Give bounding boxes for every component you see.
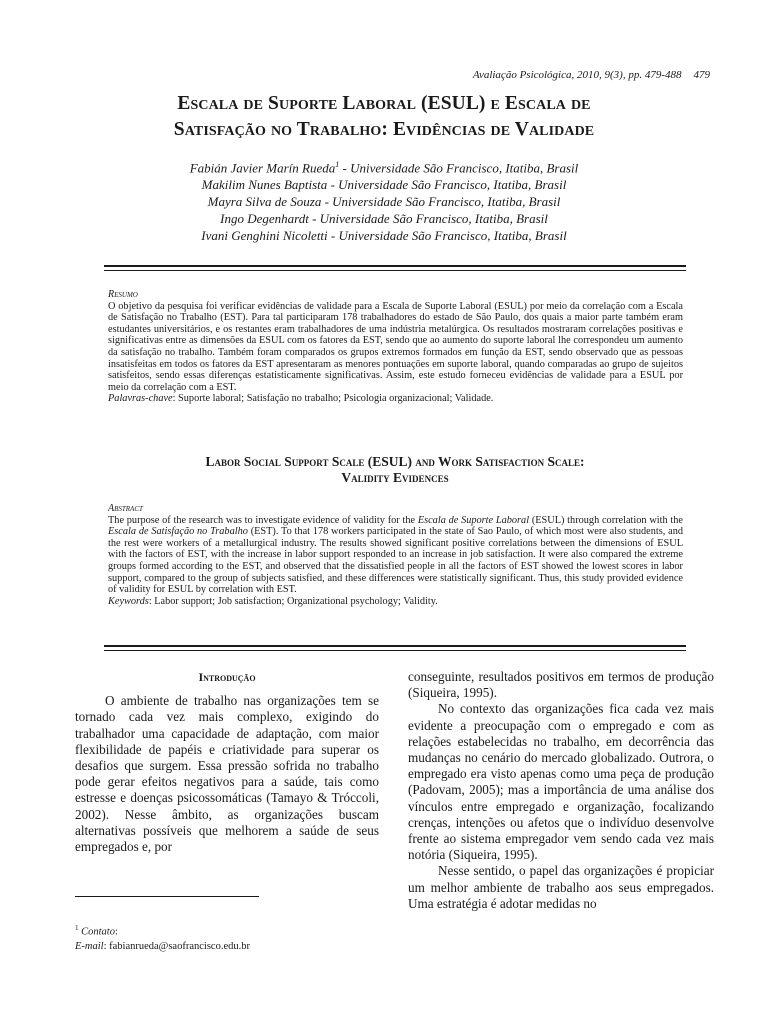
abstract-bottom-thin-rule [104,650,686,651]
contact-suffix: : [114,926,118,938]
footnote-email-line [75,940,250,954]
author-footnote-marker[interactable]: 1 [335,160,340,169]
email-label: E-mail [75,940,104,952]
footnote [75,921,250,954]
author-list [0,157,768,244]
author-affiliation: - Universidade São Francisco, Itatiba, Brasil [327,177,567,193]
footnote-contact-line [75,921,250,940]
abstract-text-part-a: The purpose of the research was to investigate evidence of validity for the [108,514,418,526]
author-affiliation: - Universidade São Francisco, Itatiba, Brasil [339,160,579,176]
section-heading-introducao: Introdução [198,670,256,684]
body-paragraph: No contexto das organizações fica cada vez mais evidente a preocupação com o empregado e com as relações estabelecidas no trabalho, em decorrência das mudanças no cenário do mercado globalizado. Outrora, o empregado era visto apenas como uma peça de produção (Padovam, 2005); mas a importância de uma análise dos vínculos entre empregado e organização, focalizando crenças, intenções ou afetos que o indivíduo desenvolve frente ao sistema empregador vem sendo cada vez mais notória (Siqueira, 1995). [408,701,714,863]
body-paragraph: Nesse sentido, o papel das organizações é propiciar um melhor ambiente de trabalho aos seus empregados. Uma estratégia é adotar medidas no [408,863,714,911]
contact-label: Contato [81,926,115,938]
running-head [473,69,710,81]
abstract-top-rule [104,265,686,267]
english-title-line-1: Labor Social Support Scale (ESUL) and Work Satisfaction Scale: [205,454,585,469]
author-affiliation: - Universidade São Francisco, Itatiba, Brasil [327,227,567,243]
author-name: Makilim Nunes Baptista [201,177,328,193]
keywords-label: Keywords [108,595,149,607]
esul-scale-name: Escala de Suporte Laboral [417,514,530,526]
resumo-text: O objetivo da pesquisa foi verificar evidências de validade para a Escala de Suporte Laboral (ESUL) por meio da correlação com a Escala de Satisfação no Trabalho (EST). Para tal participaram 178 trabalhadores do estado de São Paulo, dos quais a maior parte também eram estudantes universitários, e os restantes eram trabalhadores de uma indústria metalúrgica. Os resultados mostraram correlações positivas e significativas entre as dimensões da ESUL com os fatores da EST, sendo que ao aumento do suporte laboral lhe correspondeu um aumento da satisfação no trabalho. Também foram comparados os grupos extremos formados em função da EST, sendo observado que as pessoas insatisfeitas em todos os fatores da EST apresentaram as menores pontuações em suporte laboral, quando comparadas ao grupo de sujeitos satisfeitos, sendo essas diferenças estatisticamente significativas. Assim, este estudo forneceu evidências de validade para a ESUL por meio da correlação com a EST. [108,300,683,393]
resumo-block [108,289,683,405]
body-left-column [75,669,379,855]
body-paragraph: O ambiente de trabalho nas organizações tem se tornado cada vez mais complexo, exigindo do trabalhador uma capacidade de adaptação, com maior flexibilidade de papéis e criatividade para superar os desafios que surgem. Essa pressão sofrida no trabalho pode gerar efeitos negativos para a saúde, tais como estresse e doenças psicossomáticas (Tamayo & Tróccoli, 2002). Nesse âmbito, as organizações buscam alternativas possíveis que melhorem a saúde de seus empregados e, por [75,693,379,855]
abstract-text-part-c: (EST). To that 178 workers participated in the state of Sao Paulo, of which most were also students, and the rest were workers of a metallurgical industry. The results showed significant positive correlations between the dimensions of ESUL with the factors of EST, with the increase in labor support responded to an increase in job satisfaction. It were also compared the extreme groups formed according to the EST, and observed that the dissatisfied people in all the factors of EST showed the lowest scores in labor support, compared to the group of subjects satisfied, and these differences were statistically significant. Thus, this study provided evidence of validity for ESUL by correlation with EST. [108,526,683,596]
palavras-chave-text: : Suporte laboral; Satisfação no trabalho; Psicologia organizacional; Validade. [172,393,494,405]
english-title [0,454,768,486]
abstract-block [108,503,683,607]
author-name: Ivani Genghini Nicoletti [201,227,328,243]
email-address[interactable]: : fabianrueda@saofrancisco.edu.br [103,940,250,952]
author-affiliation: - Universidade São Francisco, Itatiba, Brasil [321,193,561,209]
author-name: Ingo Degenhardt [220,210,309,226]
page-number: 479 [693,69,710,81]
journal-citation: Avaliação Psicológica, 2010, 9(3), pp. 479-488 [472,69,682,81]
resumo-label: Resumo [108,289,138,300]
english-title-line-2: Validity Evidences [341,470,449,485]
abstract-label: Abstract [108,503,143,514]
author-name: Mayra Silva de Souza [207,193,322,209]
body-right-column [408,669,714,912]
abstract-bottom-rule [104,645,686,647]
abstract-text-part-b: (ESUL) through correlation with the [529,514,683,526]
title-line-1: Escala de Suporte Laboral (ESUL) e Escala de [177,93,591,114]
author-line [0,228,768,245]
author-line [0,177,768,194]
keywords-text: : Labor support; Job satisfaction; Organizational psychology; Validity. [148,595,438,607]
author-line [0,157,768,177]
author-line [0,194,768,211]
body-paragraph: conseguinte, resultados positivos em termos de produção (Siqueira, 1995). [408,669,714,701]
article-title [0,91,768,143]
footnote-rule [75,896,259,897]
palavras-chave-label: Palavras-chave [108,393,173,405]
author-line [0,211,768,228]
abstract-top-thin-rule [104,270,686,271]
author-affiliation: - Universidade São Francisco, Itatiba, Brasil [308,210,548,226]
footnote-marker: 1 [75,924,79,932]
title-line-2: Satisfação no Trabalho: Evidências de Validade [173,119,595,140]
author-name: Fabián Javier Marín Rueda [189,160,336,176]
est-scale-name: Escala de Satisfação no Trabalho [108,526,248,538]
